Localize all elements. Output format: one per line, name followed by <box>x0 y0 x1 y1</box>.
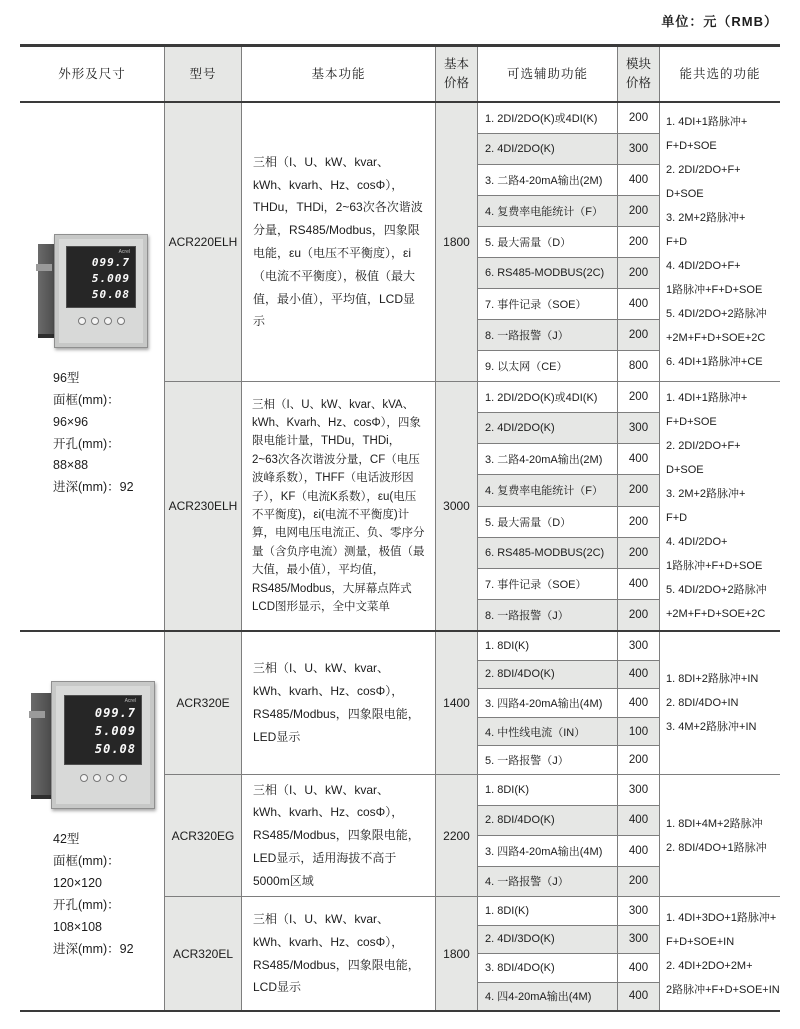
model-row <box>165 896 780 1010</box>
combo-line: F+D+SOE <box>666 140 717 152</box>
button-dot <box>93 774 101 782</box>
combo-line: 5. 4DI/2DO+2路脉冲 <box>666 308 767 320</box>
aux-function-name: 3. 二路4-20mA输出(2M) <box>478 444 618 474</box>
dimension-line: 88×88 <box>53 458 89 473</box>
aux-module-price: 200 <box>628 112 649 124</box>
aux-function-name: 4. 复费率电能统计（F） <box>478 475 618 505</box>
aux-function-item <box>478 164 659 195</box>
brand-label: Acrel <box>118 248 130 255</box>
aux-module-price: 200 <box>628 205 649 217</box>
meter-lcd-display <box>64 695 142 765</box>
model-row <box>165 381 780 630</box>
meter-front-bezel <box>51 681 155 809</box>
display-line: 50.08 <box>91 287 130 301</box>
button-dot <box>119 774 127 782</box>
dimension-line: 开孔(mm)： <box>53 898 120 912</box>
aux-module-price: 300 <box>628 143 649 155</box>
aux-module-price: 200 <box>628 754 649 767</box>
device-cell <box>20 632 165 1010</box>
basic-price: 3000 <box>436 382 478 630</box>
aux-function-name: 2. 4DI/2DO(K) <box>478 134 618 164</box>
aux-function-name: 6. RS485-MODBUS(2C) <box>478 258 618 288</box>
aux-function-name: 2. 8DI/4DO(K) <box>478 661 618 689</box>
mounting-rail <box>29 711 45 718</box>
header-module-price-line2: 价格 <box>625 76 651 90</box>
header-model: 型号 <box>165 47 242 101</box>
aux-function-item <box>478 133 659 164</box>
combo-line: 1路脉冲+F+D+SOE <box>666 560 763 572</box>
dimension-line: 42型 <box>53 832 80 847</box>
dimension-line: 96型 <box>53 370 80 385</box>
aux-function-item <box>478 688 659 717</box>
aux-function-name: 2. 4DI/3DO(K) <box>478 926 618 954</box>
aux-function-item <box>478 745 659 774</box>
combo-line: 1. 8DI+4M+2路脉冲 <box>666 817 763 830</box>
model-rows <box>165 632 780 1010</box>
aux-function-item <box>478 599 659 630</box>
header-basic-price-line2: 价格 <box>443 76 469 90</box>
aux-function-name: 3. 二路4-20mA输出(2M) <box>478 165 618 195</box>
basic-price: 1800 <box>436 103 478 381</box>
meter-buttons <box>78 317 125 325</box>
dimension-line: 96×96 <box>53 414 89 429</box>
aux-module-price: 200 <box>628 391 649 404</box>
aux-function-name: 2. 4DI/2DO(K) <box>478 413 618 443</box>
display-line: 50.08 <box>94 742 136 757</box>
aux-module-price: 300 <box>628 904 649 917</box>
aux-module-price: 300 <box>628 783 649 796</box>
dimension-line: 进深(mm)：92 <box>53 480 134 495</box>
aux-function-list <box>478 775 660 896</box>
aux-function-item <box>478 257 659 288</box>
meter-lcd-display <box>66 246 136 308</box>
aux-function-item <box>478 382 659 412</box>
combo-line: 1. 4DI+1路脉冲+ <box>666 116 748 128</box>
aux-function-item <box>478 717 659 746</box>
aux-function-name: 5. 一路报警（J） <box>478 746 618 774</box>
aux-module-price: 400 <box>628 844 649 857</box>
combo-line: +2M+F+D+SOE+2C <box>666 332 766 344</box>
product-section <box>20 630 780 1010</box>
aux-function-item <box>478 226 659 257</box>
combo-line: 5. 4DI/2DO+2路脉冲 <box>666 584 767 596</box>
header-basic-price <box>436 47 478 101</box>
aux-module-price: 400 <box>628 961 649 974</box>
header-aux-functions: 可选辅助功能 <box>478 47 618 101</box>
model-row <box>165 774 780 896</box>
combo-line: 3. 4M+2路脉冲+IN <box>666 721 757 733</box>
model-row <box>165 103 780 381</box>
aux-function-name: 8. 一路报警（J） <box>478 320 618 350</box>
combo-functions-cell <box>660 897 780 1010</box>
aux-function-item <box>478 412 659 443</box>
dimension-line: 120×120 <box>53 876 103 891</box>
combo-line: D+SOE <box>666 188 704 200</box>
aux-function-name: 9. 以太网（CE） <box>478 351 618 381</box>
combo-line: 2. 4DI+2DO+2M+ <box>666 959 753 972</box>
aux-function-name: 4. 复费率电能统计（F） <box>478 196 618 226</box>
basic-price: 1400 <box>436 632 478 774</box>
dimension-line: 108×108 <box>53 919 103 934</box>
header-combo-functions: 能共选的功能 <box>679 66 761 81</box>
aux-module-price: 200 <box>628 329 649 341</box>
combo-functions-cell <box>660 775 780 896</box>
aux-function-list <box>478 632 660 774</box>
aux-function-name: 3. 四路4-20mA输出(4M) <box>478 689 618 717</box>
aux-function-name: 1. 8DI(K) <box>478 775 618 805</box>
aux-module-price: 300 <box>628 639 649 652</box>
aux-function-item <box>478 775 659 805</box>
aux-function-item <box>478 660 659 689</box>
model-name: ACR320EG <box>165 775 242 896</box>
aux-function-name: 4. 四4-20mA输出(4M) <box>478 983 618 1011</box>
aux-module-price: 100 <box>628 725 649 738</box>
display-line: 099.7 <box>91 255 130 269</box>
basic-function-cell <box>242 382 436 630</box>
aux-module-price: 800 <box>628 360 649 372</box>
model-name: ACR320E <box>165 632 242 774</box>
aux-function-item <box>478 537 659 568</box>
aux-function-name: 3. 8DI/4DO(K) <box>478 954 618 982</box>
header-basic-price-line1: 基本 <box>443 57 469 72</box>
aux-function-name: 5. 最大需量（D） <box>478 227 618 257</box>
header-basic-function: 基本功能 <box>242 47 436 101</box>
basic-function-cell <box>242 103 436 381</box>
button-dot <box>106 774 114 782</box>
aux-function-name: 3. 四路4-20mA输出(4M) <box>478 836 618 866</box>
aux-function-item <box>478 103 659 133</box>
basic-price: 2200 <box>436 775 478 896</box>
model-row <box>165 632 780 774</box>
aux-function-item <box>478 474 659 505</box>
display-line: 099.7 <box>94 706 136 721</box>
basic-function-cell <box>242 632 436 774</box>
product-section <box>20 103 780 630</box>
basic-function-cell <box>242 775 436 896</box>
aux-module-price: 400 <box>628 814 649 827</box>
aux-function-item <box>478 568 659 599</box>
basic-function-text: 三相（I、U、kW、kvar、kWh、kvarh、Hz、cosΦ），RS485/Modbus，四象限电能，LED显示 <box>253 661 420 744</box>
aux-function-item <box>478 835 659 866</box>
combo-line: 1. 4DI+1路脉冲+ <box>666 392 748 404</box>
aux-function-list <box>478 382 660 630</box>
aux-module-price: 200 <box>628 236 649 248</box>
aux-module-price: 400 <box>628 696 649 709</box>
device-dimensions <box>20 829 134 960</box>
spec-table-body <box>20 103 780 1010</box>
device-cell <box>20 103 165 630</box>
aux-module-price: 400 <box>628 577 649 590</box>
combo-line: 2. 8DI/4DO+1路脉冲 <box>666 841 767 854</box>
table-header-row <box>20 47 780 103</box>
aux-function-item <box>478 350 659 381</box>
aux-module-price: 300 <box>628 422 649 435</box>
combo-line: +2M+F+D+SOE+2C <box>666 608 766 620</box>
combo-line: 4. 4DI/2DO+F+ <box>666 260 741 272</box>
basic-function-cell <box>242 897 436 1010</box>
aux-function-item <box>478 632 659 660</box>
aux-function-name: 2. 8DI/4DO(K) <box>478 806 618 836</box>
combo-functions-cell <box>660 632 780 774</box>
aux-function-list <box>478 103 660 381</box>
aux-module-price: 300 <box>628 933 649 946</box>
header-shape: 外形及尺寸 <box>20 47 165 101</box>
aux-function-name: 6. RS485-MODBUS(2C) <box>478 538 618 568</box>
header-module-price-line1: 模块 <box>625 57 651 72</box>
combo-line: 3. 2M+2路脉冲+ <box>666 212 746 224</box>
aux-function-item <box>478 195 659 226</box>
aux-function-name: 4. 中性线电流（IN） <box>478 718 618 746</box>
combo-functions-cell <box>660 103 780 381</box>
basic-function-text: 三相（I、U、kW、kvar、kVA、kWh、Kvarh、Hz、cosΦ），四象限电能计量，THDu，THDi，2~63次各次谐波分量，CF（电压波峰系数），THFF（电话波形因子），KF（电流K系数），εu(电压不平衡度)，εi(电流不平衡度)计算，电网电压电流正、负、零序分量（含负序电流）测量，极值（最大值，最小值），平均值，RS485/Modbus，大屏幕点阵式LCD图形显示，全中文菜单 <box>252 398 425 613</box>
combo-line: 2路脉冲+F+D+SOE+IN <box>666 983 780 996</box>
aux-function-item <box>478 443 659 474</box>
spec-table <box>20 44 780 1012</box>
dimension-line: 进深(mm)：92 <box>53 941 134 956</box>
aux-function-item <box>478 288 659 319</box>
aux-function-name: 1. 2DI/2DO(K)或4DI(K) <box>478 382 618 412</box>
combo-line: D+SOE <box>666 464 704 476</box>
aux-function-name: 5. 最大需量（D） <box>478 507 618 537</box>
button-dot <box>117 317 125 325</box>
aux-module-price: 200 <box>628 546 649 559</box>
aux-function-name: 7. 事件记录（SOE） <box>478 289 618 319</box>
aux-function-item <box>478 897 659 925</box>
model-name: ACR320EL <box>165 897 242 1010</box>
meter-front-bezel <box>54 234 148 348</box>
aux-function-list <box>478 897 660 1010</box>
aux-function-item <box>478 982 659 1011</box>
product-image <box>36 234 148 354</box>
basic-price: 1800 <box>436 897 478 1010</box>
aux-module-price: 200 <box>628 484 649 497</box>
model-name: ACR220ELH <box>165 103 242 381</box>
device-dimensions <box>20 368 134 499</box>
basic-function-text: 三相（I、U、kW、kvar、kWh、kvarh、Hz、cosΦ），RS485/Modbus，四象限电能，LED显示，适用海拔不高于5000m区域 <box>253 782 420 888</box>
basic-function-text: 三相（I、U、kW、kvar、kWh、kvarh、Hz、cosΦ），RS485/Modbus，四象限电能，LCD显示 <box>253 911 420 995</box>
model-rows <box>165 103 780 630</box>
combo-line: 2. 8DI/4DO+IN <box>666 697 739 709</box>
combo-functions-cell <box>660 382 780 630</box>
basic-function-text: 三相（I、U、kW、kvar、kWh、kvarh、Hz、cosΦ），THDu，THDi，2~63次各次谐波分量，RS485/Modbus，四象限电能，εu（电压不平衡度），εi（电流不平衡度），极值（最大值，最小值），平均值，LCD显示 <box>253 154 423 329</box>
combo-line: 4. 4DI/2DO+ <box>666 536 728 548</box>
aux-function-item <box>478 866 659 897</box>
aux-function-name: 1. 2DI/2DO(K)或4DI(K) <box>478 103 618 133</box>
combo-line: F+D+SOE <box>666 416 717 428</box>
aux-module-price: 400 <box>628 453 649 466</box>
combo-line: F+D+SOE+IN <box>666 935 735 948</box>
combo-line: 3. 2M+2路脉冲+ <box>666 488 746 500</box>
aux-module-price: 400 <box>628 668 649 681</box>
button-dot <box>91 317 99 325</box>
aux-module-price: 200 <box>628 608 649 621</box>
model-name: ACR230ELH <box>165 382 242 630</box>
combo-line: F+D <box>666 512 688 524</box>
aux-function-name: 4. 一路报警（J） <box>478 867 618 897</box>
aux-module-price: 400 <box>628 174 649 186</box>
aux-function-name: 1. 8DI(K) <box>478 632 618 660</box>
aux-function-item <box>478 319 659 350</box>
aux-function-item <box>478 925 659 954</box>
button-dot <box>104 317 112 325</box>
dimension-line: 面框(mm)： <box>53 392 120 407</box>
aux-function-name: 7. 事件记录（SOE） <box>478 569 618 599</box>
button-dot <box>78 317 86 325</box>
header-module-price <box>618 47 660 101</box>
aux-function-item <box>478 805 659 836</box>
combo-line: F+D <box>666 236 688 248</box>
aux-function-item <box>478 506 659 537</box>
display-line: 5.009 <box>91 271 130 285</box>
display-line: 5.009 <box>94 724 136 739</box>
combo-line: 2. 2DI/2DO+F+ <box>666 440 741 452</box>
aux-module-price: 400 <box>628 298 649 310</box>
aux-module-price: 400 <box>628 990 649 1003</box>
combo-line: 2. 2DI/2DO+F+ <box>666 164 741 176</box>
aux-function-name: 1. 8DI(K) <box>478 897 618 925</box>
combo-line: 1. 4DI+3DO+1路脉冲+ <box>666 911 777 924</box>
aux-module-price: 200 <box>628 875 649 888</box>
combo-line: 6. 4DI+1路脉冲+CE <box>666 356 763 368</box>
unit-label: 单位：元（RMB） <box>661 14 778 29</box>
mounting-rail <box>36 264 52 271</box>
dimension-line: 面框(mm)： <box>53 854 120 869</box>
button-dot <box>80 774 88 782</box>
combo-line: 1路脉冲+F+D+SOE <box>666 284 763 296</box>
combo-line: 1. 8DI+2路脉冲+IN <box>666 673 759 685</box>
aux-function-name: 8. 一路报警（J） <box>478 600 618 630</box>
meter-buttons <box>80 774 127 782</box>
aux-module-price: 200 <box>628 515 649 528</box>
brand-label: Acrel <box>124 698 136 705</box>
aux-function-item <box>478 953 659 982</box>
aux-module-price: 200 <box>628 267 649 279</box>
dimension-line: 开孔(mm)： <box>53 436 120 451</box>
product-image <box>29 681 155 815</box>
